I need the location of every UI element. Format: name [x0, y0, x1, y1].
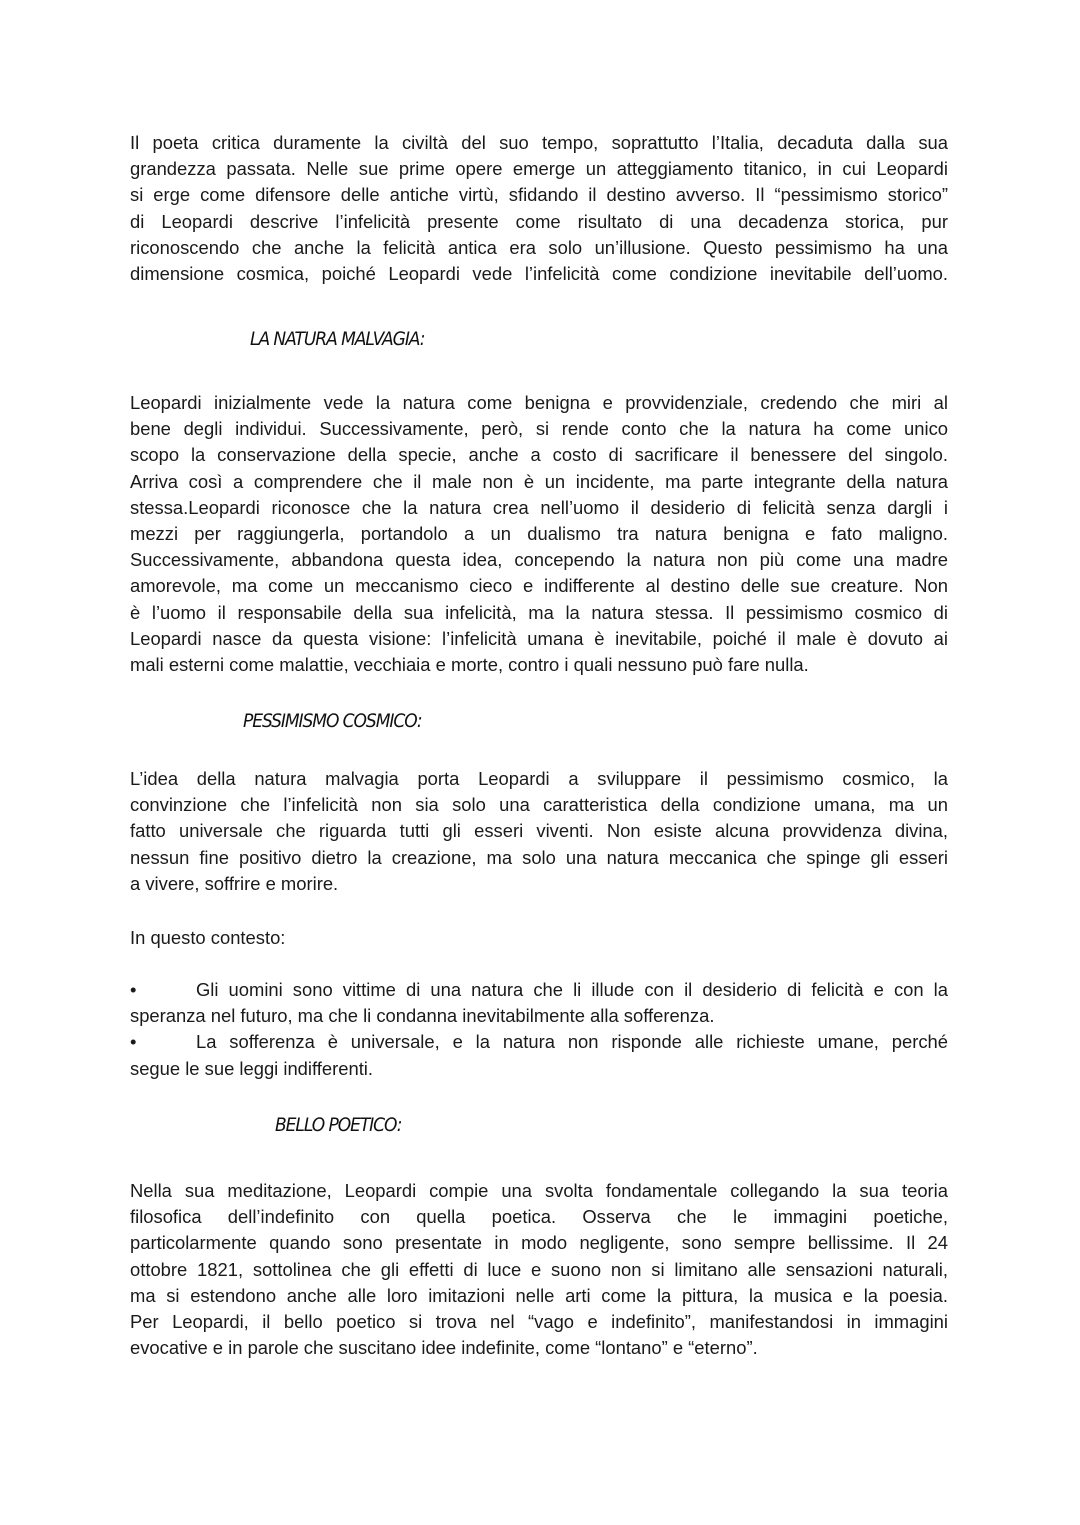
text-line: Arriva così a comprendere che il male non è un incidente, ma parte integrante della natura [130, 470, 948, 492]
paragraph-pessimismo-cosmico [130, 766, 948, 897]
text-line: riconoscendo che anche la felicità antica era solo un’illusione. Questo pessimismo ha una [130, 236, 948, 258]
text-line: è l’uomo il responsabile della sua infelicità, ma la natura stessa. Il pessimismo cosmico di [130, 601, 948, 623]
text-line: Leopardi inizialmente vede la natura come benigna e provvidenziale, credendo che miri al [130, 392, 948, 413]
bullet-item [130, 1029, 948, 1055]
text-line: Leopardi nasce da questa visione: l’infelicità umana è inevitabile, poiché il male è dovuto ai [130, 627, 948, 649]
heading-bello-poetico: BELLO POETICO: [275, 1114, 402, 1136]
text-line: Per Leopardi, il bello poetico si trova nel “vago e indefinito”, manifestandosi in immagini [130, 1310, 948, 1332]
text-line: Gli uomini sono vittime di una natura che li illude con il desiderio di felicità e con la [196, 979, 948, 1000]
context-intro [130, 925, 948, 951]
text-line: stessa.Leopardi riconosce che la natura crea nell’uomo il desiderio di felicità senza dargli i [130, 496, 948, 518]
bullet-icon: • [130, 979, 137, 1000]
bullet-icon: • [130, 1031, 137, 1053]
text-line: mezzi per raggiungerla, portandolo a un dualismo tra natura benigna e fato maligno. [130, 522, 948, 544]
text-line: evocative e in parole che suscitano idee indefinite, come “lontano” e “eterno”. [130, 1337, 758, 1359]
text-line: L’idea della natura malvagia porta Leopardi a sviluppare il pessimismo cosmico, la [130, 768, 948, 789]
heading-natura-malvagia: LA NATURA MALVAGIA: [250, 328, 425, 350]
text-line: In questo contesto: [130, 927, 286, 948]
paragraph-pessimismo-storico [130, 130, 948, 287]
text-line: grandezza passata. Nelle sue prime opere emerge un atteggiamento titanico, in cui Leopardi [130, 158, 948, 180]
text-line: ottobre 1821, sottolinea che gli effetti di luce e suono non si limitano alle sensazioni naturali, [130, 1258, 948, 1280]
text-line: filosofica dell’indefinito con quella poetica. Osserva che le immagini poetiche, [130, 1206, 948, 1228]
text-line: bene degli individui. Successivamente, però, si rende conto che la natura ha come unico [130, 418, 948, 440]
text-line: ma si estendono anche alle loro imitazioni nelle arti come la pittura, la musica e la poesia. [130, 1284, 948, 1306]
text-line: convinzione che l’infelicità non sia solo una caratteristica della condizione umana, ma un [130, 794, 948, 816]
text-line: amorevole, ma come un meccanismo cieco e indifferente al destino delle sue creature. Non [130, 575, 948, 597]
text-line: Il poeta critica duramente la civiltà del suo tempo, soprattutto l’Italia, decaduta dalla sua [130, 132, 948, 153]
text-line: particolarmente quando sono presentate in modo negligente, sono sempre bellissime. Il 24 [130, 1232, 948, 1254]
text-line: scopo la conservazione della specie, anche a costo di sacrificare il benessere del singolo. [130, 444, 948, 466]
text-line: segue le sue leggi indifferenti. [130, 1057, 373, 1079]
text-line: di Leopardi descrive l’infelicità presente come risultato di una decadenza storica, pur [130, 210, 948, 232]
text-line: fatto universale che riguarda tutti gli esseri viventi. Non esiste alcuna provvidenza divina, [130, 820, 948, 842]
text-line: La sofferenza è universale, e la natura non risponde alle richieste umane, perché [196, 1031, 948, 1053]
paragraph-bello-poetico [130, 1178, 948, 1361]
text-line: si erge come difensore delle antiche virtù, sfidando il destino avverso. Il “pessimismo storico” [130, 184, 948, 206]
bullet-item [130, 977, 948, 1003]
text-line: mali esterni come malattie, vecchiaia e morte, contro i quali nessuno può fare nulla. [130, 653, 809, 675]
text-line: Successivamente, abbandona questa idea, concependo la natura non più come una madre [130, 549, 948, 571]
text-line: a vivere, soffrire e morire. [130, 872, 339, 894]
heading-pessimismo-cosmico: PESSIMISMO COSMICO: [243, 710, 422, 732]
text-line: Nella sua meditazione, Leopardi compie una svolta fondamentale collegando la sua teoria [130, 1180, 948, 1201]
paragraph-natura-malvagia [130, 390, 948, 678]
text-line: dimensione cosmica, poiché Leopardi vede l’infelicità come condizione inevitabile dell’uomo. [130, 262, 948, 284]
bullet-list [130, 977, 948, 1082]
text-line: nessun fine positivo dietro la creazione, ma solo una natura meccanica che spinge gli esseri [130, 846, 948, 868]
text-line: speranza nel futuro, ma che li condanna inevitabilmente alla sofferenza. [130, 1005, 715, 1027]
